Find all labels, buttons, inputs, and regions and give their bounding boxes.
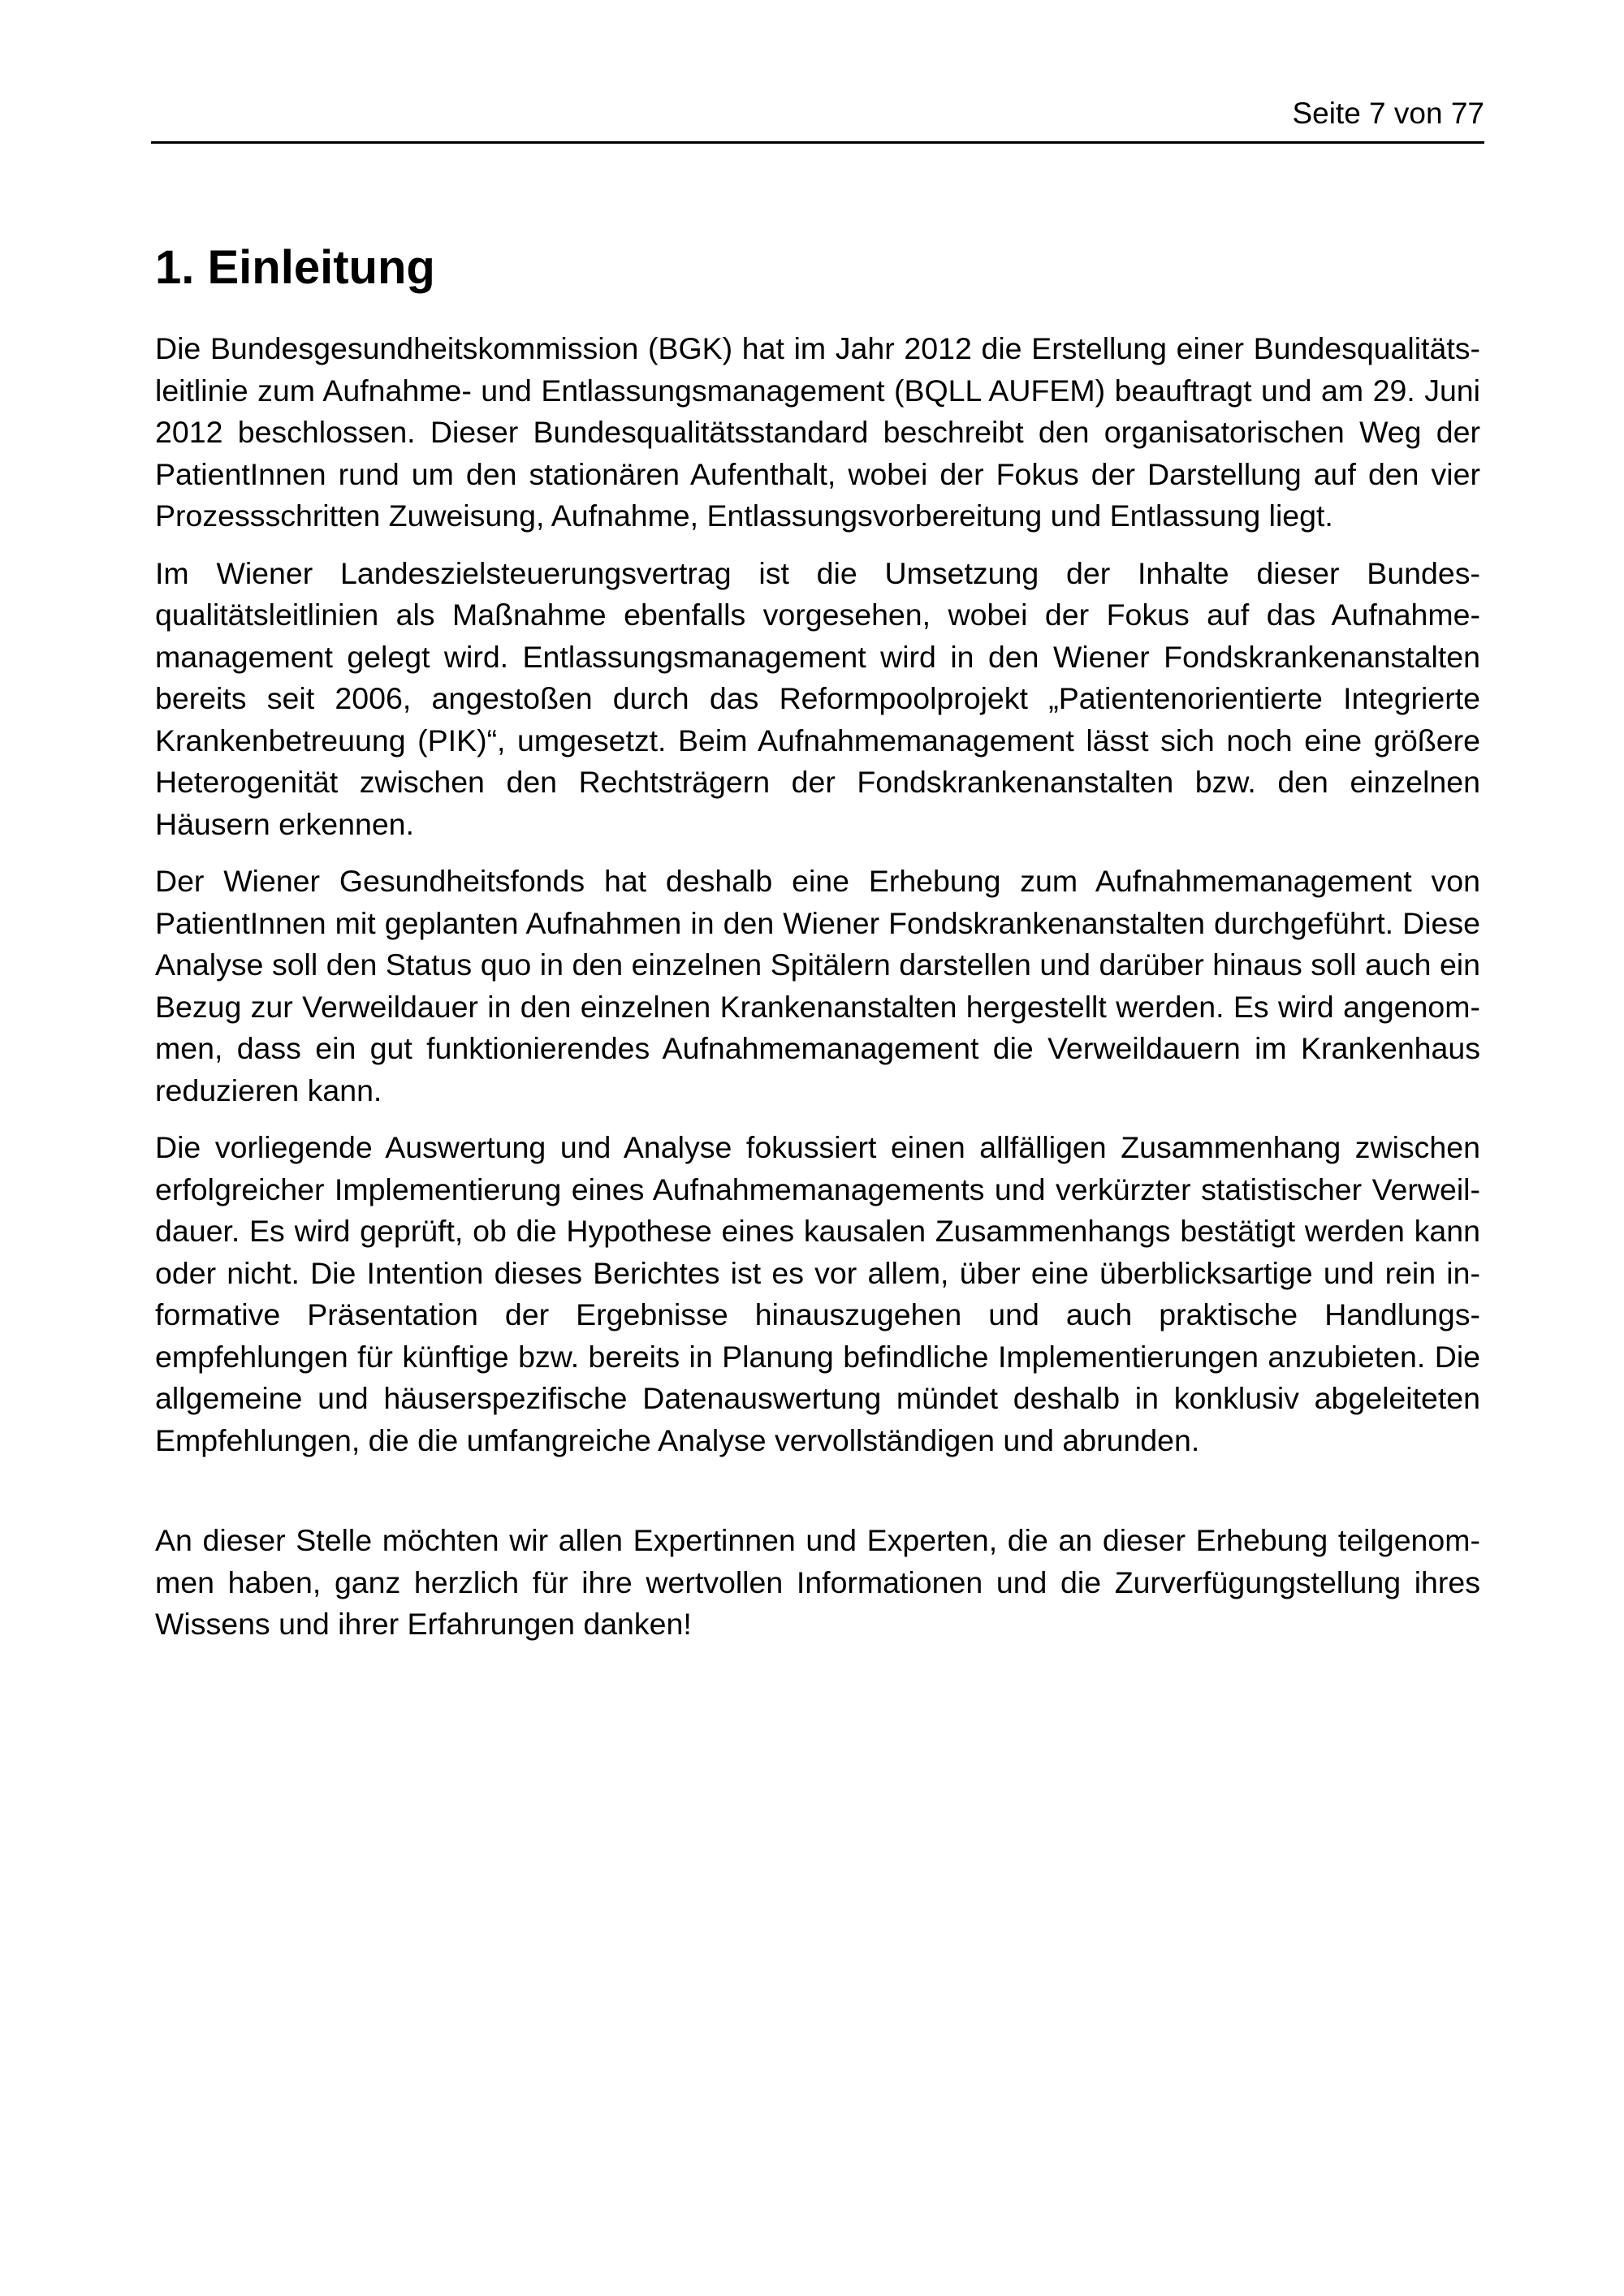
document-body — [155, 235, 1480, 1661]
page-number: Seite 7 von 77 — [1292, 97, 1484, 130]
paragraph-intro-bgk: Die Bundesgesundheitskommission (BGK) hat im Jahr 2012 die Erstellung einer Bundesqualitätsleitlinie zum Aufnahme- und Entlassungsmanagement (BQLL AUFEM) beauftragt und am 29. Juni 2012 beschlossen. Dieser Bundesqualitätsstandard beschreibt den organisatorischen Weg der PatientInnen rund um den stationären Aufenthalt, wobei der Fokus der Darstellung auf den vier Prozessschritten Zuweisung, Aufnahme, Entlassungsvorbereitung und Entlassung liegt. — [155, 331, 1480, 533]
paragraph-landeszielsteuerung: Im Wiener Landeszielsteuerungsvertrag ist die Umsetzung der Inhalte dieser Bundesqualitätsleitlinien als Maßnahme ebenfalls vorgesehen, wobei der Fokus auf das Aufnahmemanagement gelegt wird. Entlassungsmanagement wird in den Wiener Fondskrankenanstalten bereits seit 2006, angestoßen durch das Reformpoolprojekt „Patientenorientierte Integrierte Krankenbetreuung (PIK)“, umgesetzt. Beim Aufnahmemanagement lässt sich noch eine größere Heterogenität zwischen den Rechtsträgern der Fondskrankenanstalten bzw. den einzelnen Häusern erkennen. — [155, 555, 1480, 841]
paragraph-erhebung: Der Wiener Gesundheitsfonds hat deshalb eine Erhebung zum Aufnahmemanagement von PatientInnen mit geplanten Aufnahmen in den Wiener Fondskrankenanstalten durchgeführt. Diese Analyse soll den Status quo in den einzelnen Spitälern darstellen und darüber hinaus soll auch ein Bezug zur Verweildauer in den einzelnen Krankenanstalten hergestellt werden. Es wird angenommen, dass ein gut funktionierendes Aufnahmemanagement die Verweildauern im Krankenhaus reduzieren kann. — [155, 864, 1480, 1107]
paragraph-auswertung: Die vorliegende Auswertung und Analyse fokussiert einen allfälligen Zusammenhang zwischen erfolgreicher Implementierung eines Aufnahmemanagements und verkürzter statistischer Verweildauer. Es wird geprüft, ob die Hypothese eines kausalen Zusammenhangs bestätigt werden kann oder nicht. Die Intention dieses Berichtes ist es vor allem, über eine überblicksartige und rein informative Präsentation der Ergebnisse hinauszugehen und auch praktische Handlungsempfehlungen für künftige bzw. bereits in Planung befindliche Implementierungen anzubieten. Die allgemeine und häuserspezifische Datenauswertung mündet deshalb in konklusiv abgeleiteten Empfehlungen, die die umfangreiche Analyse vervollständigen und abrunden. — [155, 1130, 1480, 1457]
page-header — [151, 91, 1484, 144]
paragraph-danksagung: An dieser Stelle möchten wir allen Expertinnen und Experten, die an dieser Erhebung teilgenommen haben, ganz herzlich für ihre wertvollen Informationen und die Zurverfügungstellung ihres Wissens und ihrer Erfahrungen danken! — [155, 1523, 1480, 1641]
chapter-heading: 1. Einleitung — [155, 241, 435, 294]
